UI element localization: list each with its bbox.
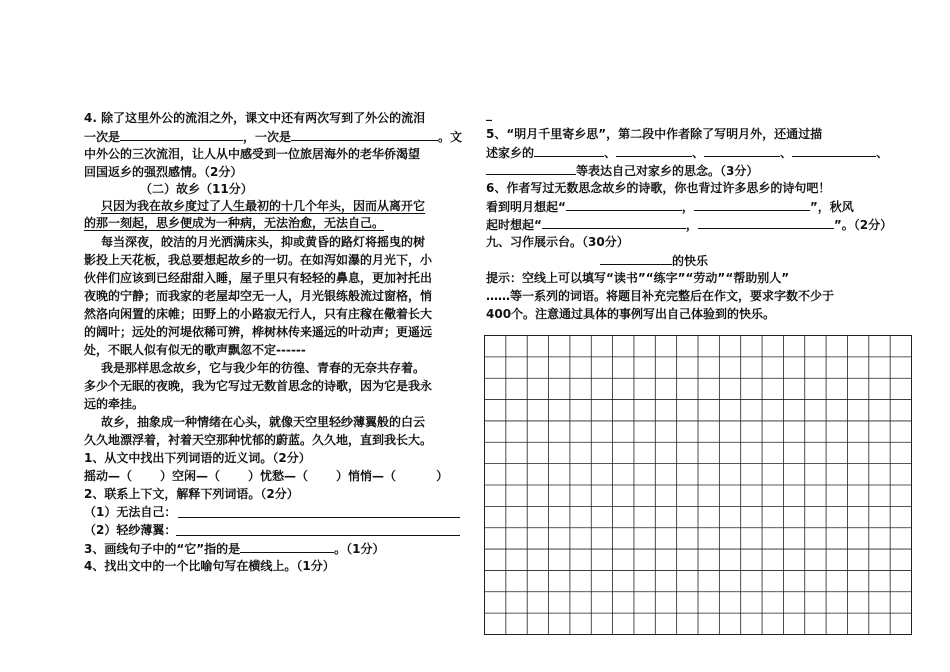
q6-line1: 6、作者写过无数思念故乡的诗歌，你也背过许多思乡的诗句吧！ [486, 181, 831, 195]
q2-a-answer-line[interactable] [178, 517, 460, 518]
p2-line4: 夜晚的宁静；而我家的老屋却空无一人，月光银练般流过窗格，悄 [84, 289, 433, 303]
q1-item-end: ） [436, 469, 449, 483]
composition-grid[interactable] [484, 335, 912, 635]
q4-blank-1[interactable] [120, 128, 243, 141]
p2-line5: 然洛向闲置的床帷；田野上的小路寂无行人，只有庄稼在儆着长大 [84, 307, 433, 321]
question-1: 1、从文中找出下列词语的近义词。（2分） [84, 451, 311, 465]
q3-end: 。（1分） [334, 542, 385, 556]
p2-line1: 每当深夜，皎洁的月光洒满床头，抑或黄昏的路灯将摇曳的树 [101, 235, 426, 249]
q6-prompt-2: 起时想起“ [486, 218, 542, 232]
q4-mid: ，一次是 [243, 130, 292, 144]
q3-blank[interactable] [240, 540, 334, 553]
p3-line3: 远的牵挂。 [84, 397, 145, 411]
q4-line4: 回国返乡的强烈感情。（2分） [84, 165, 243, 179]
q6-blank-4[interactable] [698, 216, 834, 229]
p3-line1: 我是那样思念故乡，它与我少年的彷徨、青春的无奈共存着。 [101, 361, 426, 375]
p4-line1: 故乡，抽象成一种情绪在心头，就像天空里轻纱薄翼般的白云 [101, 415, 426, 429]
p1-line2: 的那一刻起，思乡便成为一种病，无法治愈，无法自己。 [84, 216, 385, 230]
essay-title-suffix: 的快乐 [672, 254, 709, 268]
q5-blank-1[interactable] [534, 144, 604, 157]
q4-end: 。文 [438, 130, 463, 144]
essay-title [600, 252, 708, 269]
q5-blank-5[interactable] [486, 162, 576, 175]
q4-line1: 4. 除了这里外公的流泪之外，课文中还有两次写到了外公的流泪 [84, 111, 426, 125]
q6-blank-3[interactable] [542, 216, 686, 229]
p1-line1: 只因为我在故乡度过了人生最初的十几个年头，因而从离开它 [101, 199, 426, 213]
q3-prompt: 3、画线句子中的“它”指的是 [84, 542, 241, 556]
q5-blank-4[interactable] [792, 144, 876, 157]
section-title: （二）故乡（11分） [140, 182, 253, 196]
q5-blank-2[interactable] [616, 144, 692, 157]
q4-line2 [84, 128, 462, 145]
question-4: 4、找出文中的一个比喻句写在横线上。（1分） [84, 559, 335, 573]
q6-blank-2[interactable] [694, 198, 810, 211]
section-nine: 九、习作展示台。（30分） [486, 235, 629, 249]
p3-line2: 多少个无眠的夜晚，我为它写过无数首思念的诗歌，因为它是我永 [84, 379, 433, 393]
q4-blank-2[interactable] [291, 128, 438, 141]
q6-end-2: ”。（2分） [833, 218, 893, 232]
q4-line3: 中外公的三次流泪，让人从中感受到一位旅居海外的老华侨渴望 [84, 147, 421, 161]
question-3 [84, 540, 384, 557]
hint-line2: ……等一系列的词语。将题目补充完整后在作文，要求字数不少于 [486, 289, 835, 303]
q5-line1: 5、“明月千里寄乡思”，第二段中作者除了写明月外，还通过描 [486, 127, 823, 141]
q6-end-1: ”，秋风 [809, 200, 854, 214]
q1-item-3: ）忧愁—（ [248, 469, 309, 483]
q1-item-2: ）空闲—（ [160, 469, 221, 483]
q6-line3: 起时想起“ ， ”。（2分） [486, 218, 893, 232]
q4-pre: 一次是 [84, 130, 121, 144]
q5-end: 等表达自己对家乡的思念。（3分） [576, 164, 759, 178]
p4-line2: 久久地漂浮着，衬着天空那种忧郁的蔚蓝。久久地，直到我长大。 [84, 433, 433, 447]
stray-dash: _ [486, 107, 492, 121]
q2-a-label: （1）无法自己： [84, 505, 177, 519]
q6-blank-1[interactable] [566, 198, 682, 211]
q1-items [84, 468, 448, 484]
q5-line2: 述家乡的 、 、 、 、 [486, 146, 889, 160]
hint-line1: 提示：空线上可以填写“读书”“练字”“劳动”“帮助别人” [486, 271, 790, 285]
q2-b-answer-line[interactable] [176, 535, 460, 536]
q1-item-4: ）悄悄—（ [336, 469, 397, 483]
p2-line2: 影投上天花板，我总要想起故乡的一切。在如泻如瀑的月光下，小 [84, 253, 433, 267]
q6-prompt-1: 看到明月想起“ [486, 200, 566, 214]
p2-line7: 处，不眠人似有似无的歌声飘忽不定------ [84, 343, 306, 357]
q5-line3 [486, 162, 758, 179]
q2-b-label: （2）轻纱薄翼： [84, 523, 177, 537]
q5-prompt: 述家乡的 [486, 146, 535, 160]
hint-line3: 400个。注意通过具体的事例写出自己体验到的快乐。 [486, 307, 776, 321]
question-2: 2、联系上下文，解释下列词语。（2分） [84, 487, 299, 501]
q5-blank-3[interactable] [704, 144, 780, 157]
p2-line6: 的阔叶；远处的河堤依稀可辨，桦树林传来遥远的叶动声；更遥远 [84, 325, 433, 339]
q6-line2: 看到明月想起“ ， ”，秋风 [486, 200, 854, 214]
p2-line3: 伙伴们应该到已经甜甜入睡，屋子里只有轻轻的鼻息，更加衬托出 [84, 271, 433, 285]
q1-item-1: 摇动—（ [84, 469, 133, 483]
essay-title-blank[interactable] [600, 252, 672, 265]
